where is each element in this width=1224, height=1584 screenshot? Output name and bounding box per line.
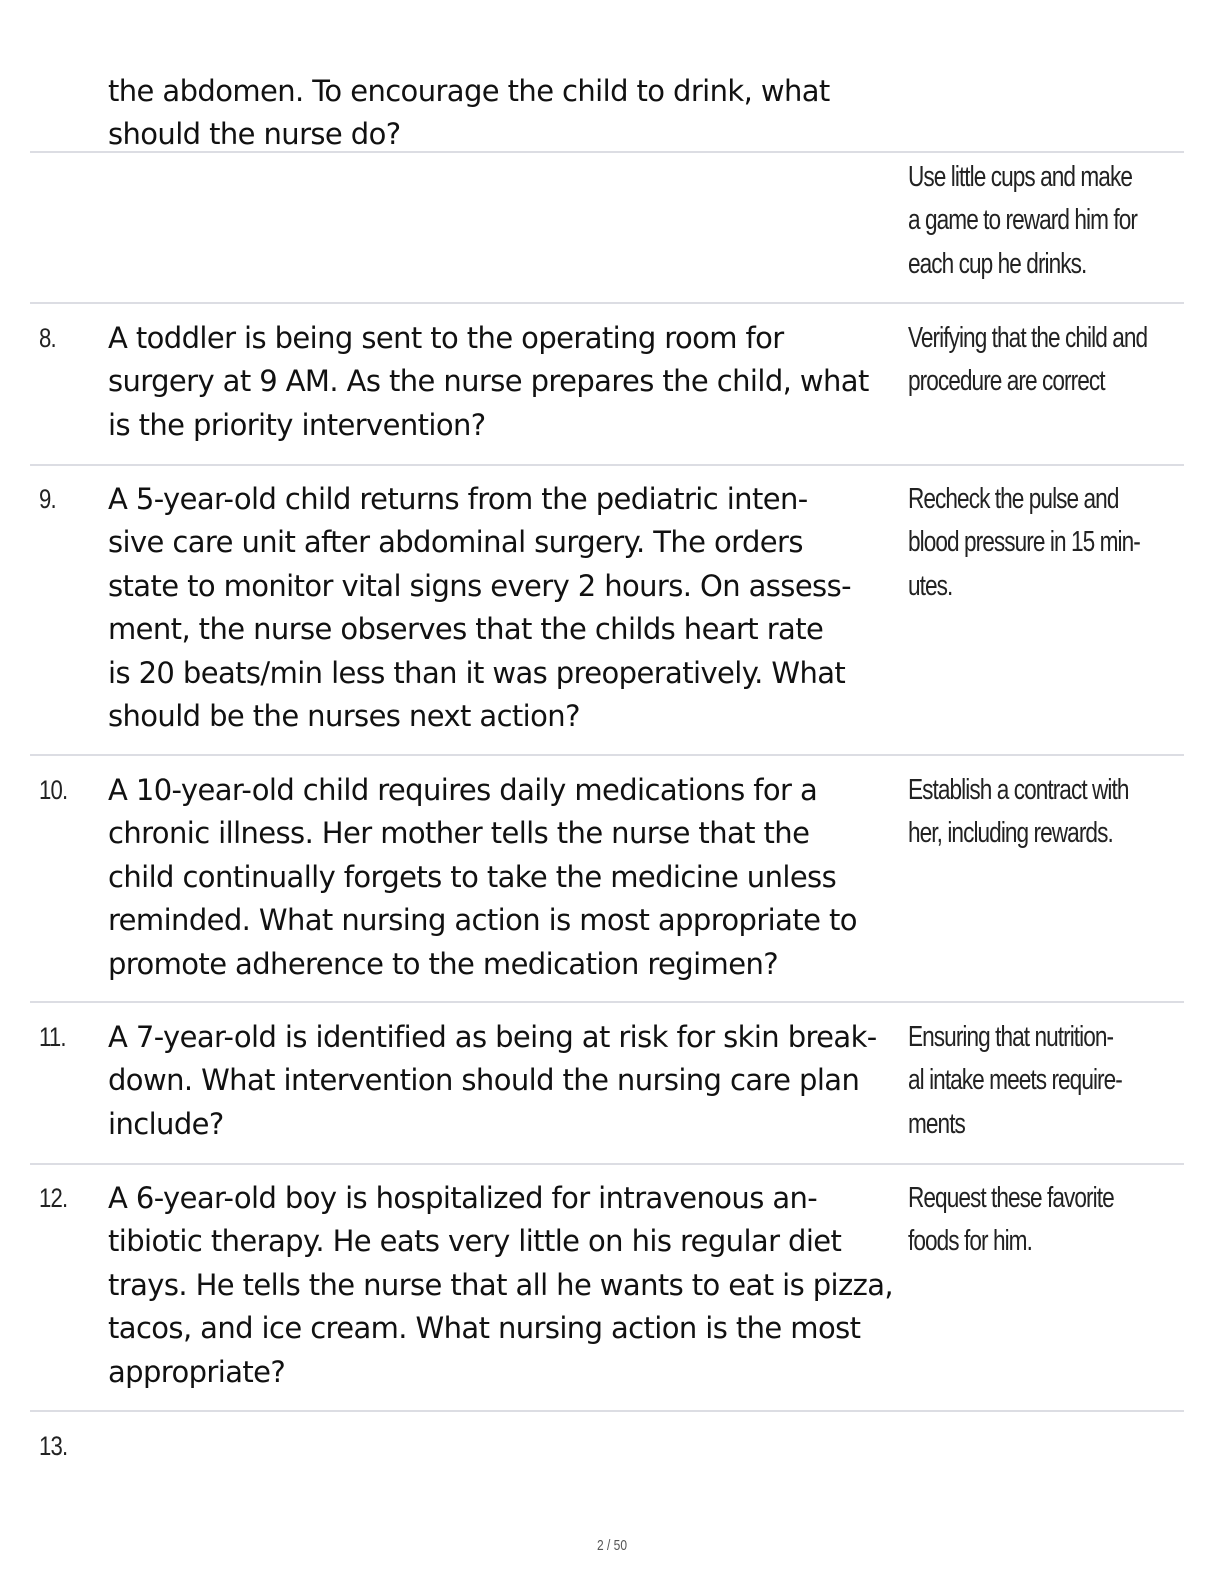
answer-text: Use little cups and make a game to reward him for each cup he drinks. — [908, 161, 1137, 280]
row-divider — [30, 1001, 1184, 1003]
question-text: A 6-year-old boy is hospitalized for intravenous an- tibiotic therapy. He eats very little on his regular diet trays. He tells the nurse that all he wants to eat is pizza, tacos, and ice cream. What nursing action is the most appropriate? — [108, 1181, 893, 1389]
item-number: 13. — [39, 1431, 68, 1461]
item-number: 12. — [39, 1183, 68, 1213]
item-number: 10. — [39, 775, 68, 805]
answer-text: Request these favorite foods for him. — [908, 1182, 1114, 1258]
answer-text: Establish a contract with her, including rewards. — [908, 774, 1129, 850]
question-text: A toddler is being sent to the operating room for surgery at 9 AM. As the nurse prepares the child, what is the priority intervention? — [108, 321, 869, 442]
page-indicator: 2 / 50 — [596, 1537, 628, 1554]
item-number: 9. — [39, 484, 56, 514]
row-divider — [30, 754, 1184, 756]
row-divider — [30, 302, 1184, 304]
item-number: 11. — [39, 1022, 66, 1052]
answer-text: Ensuring that nutrition- al intake meets require- ments — [908, 1021, 1122, 1140]
question-text: A 7-year-old is identified as being at risk for skin break- down. What intervention should the nursing care plan include? — [108, 1020, 877, 1141]
row-divider — [30, 151, 1184, 153]
row-divider — [30, 1163, 1184, 1165]
question-text: A 5-year-old child returns from the pediatric inten- sive care unit after abdominal surgery. The orders state to monitor vital signs every 2 hours. On assess- ment, the nurse observes that the childs heart rate is 20 beats/min less than it was preoperatively. What should be the nurses next action? — [108, 482, 851, 734]
answer-text: Recheck the pulse and blood pressure in 15 min- utes. — [908, 483, 1140, 602]
item-number: 8. — [39, 323, 56, 353]
question-text: the abdomen. To encourage the child to drink, what should the nurse do? — [108, 74, 830, 152]
answer-text: Verifying that the child and procedure are correct — [908, 322, 1148, 398]
row-divider — [30, 464, 1184, 466]
question-text: A 10-year-old child requires daily medications for a chronic illness. Her mother tells the nurse that the child continually forgets to take the medicine unless reminded. What nursing action is most appropriate to promote adherence to the medication regimen? — [108, 773, 857, 981]
row-divider — [30, 1410, 1184, 1412]
